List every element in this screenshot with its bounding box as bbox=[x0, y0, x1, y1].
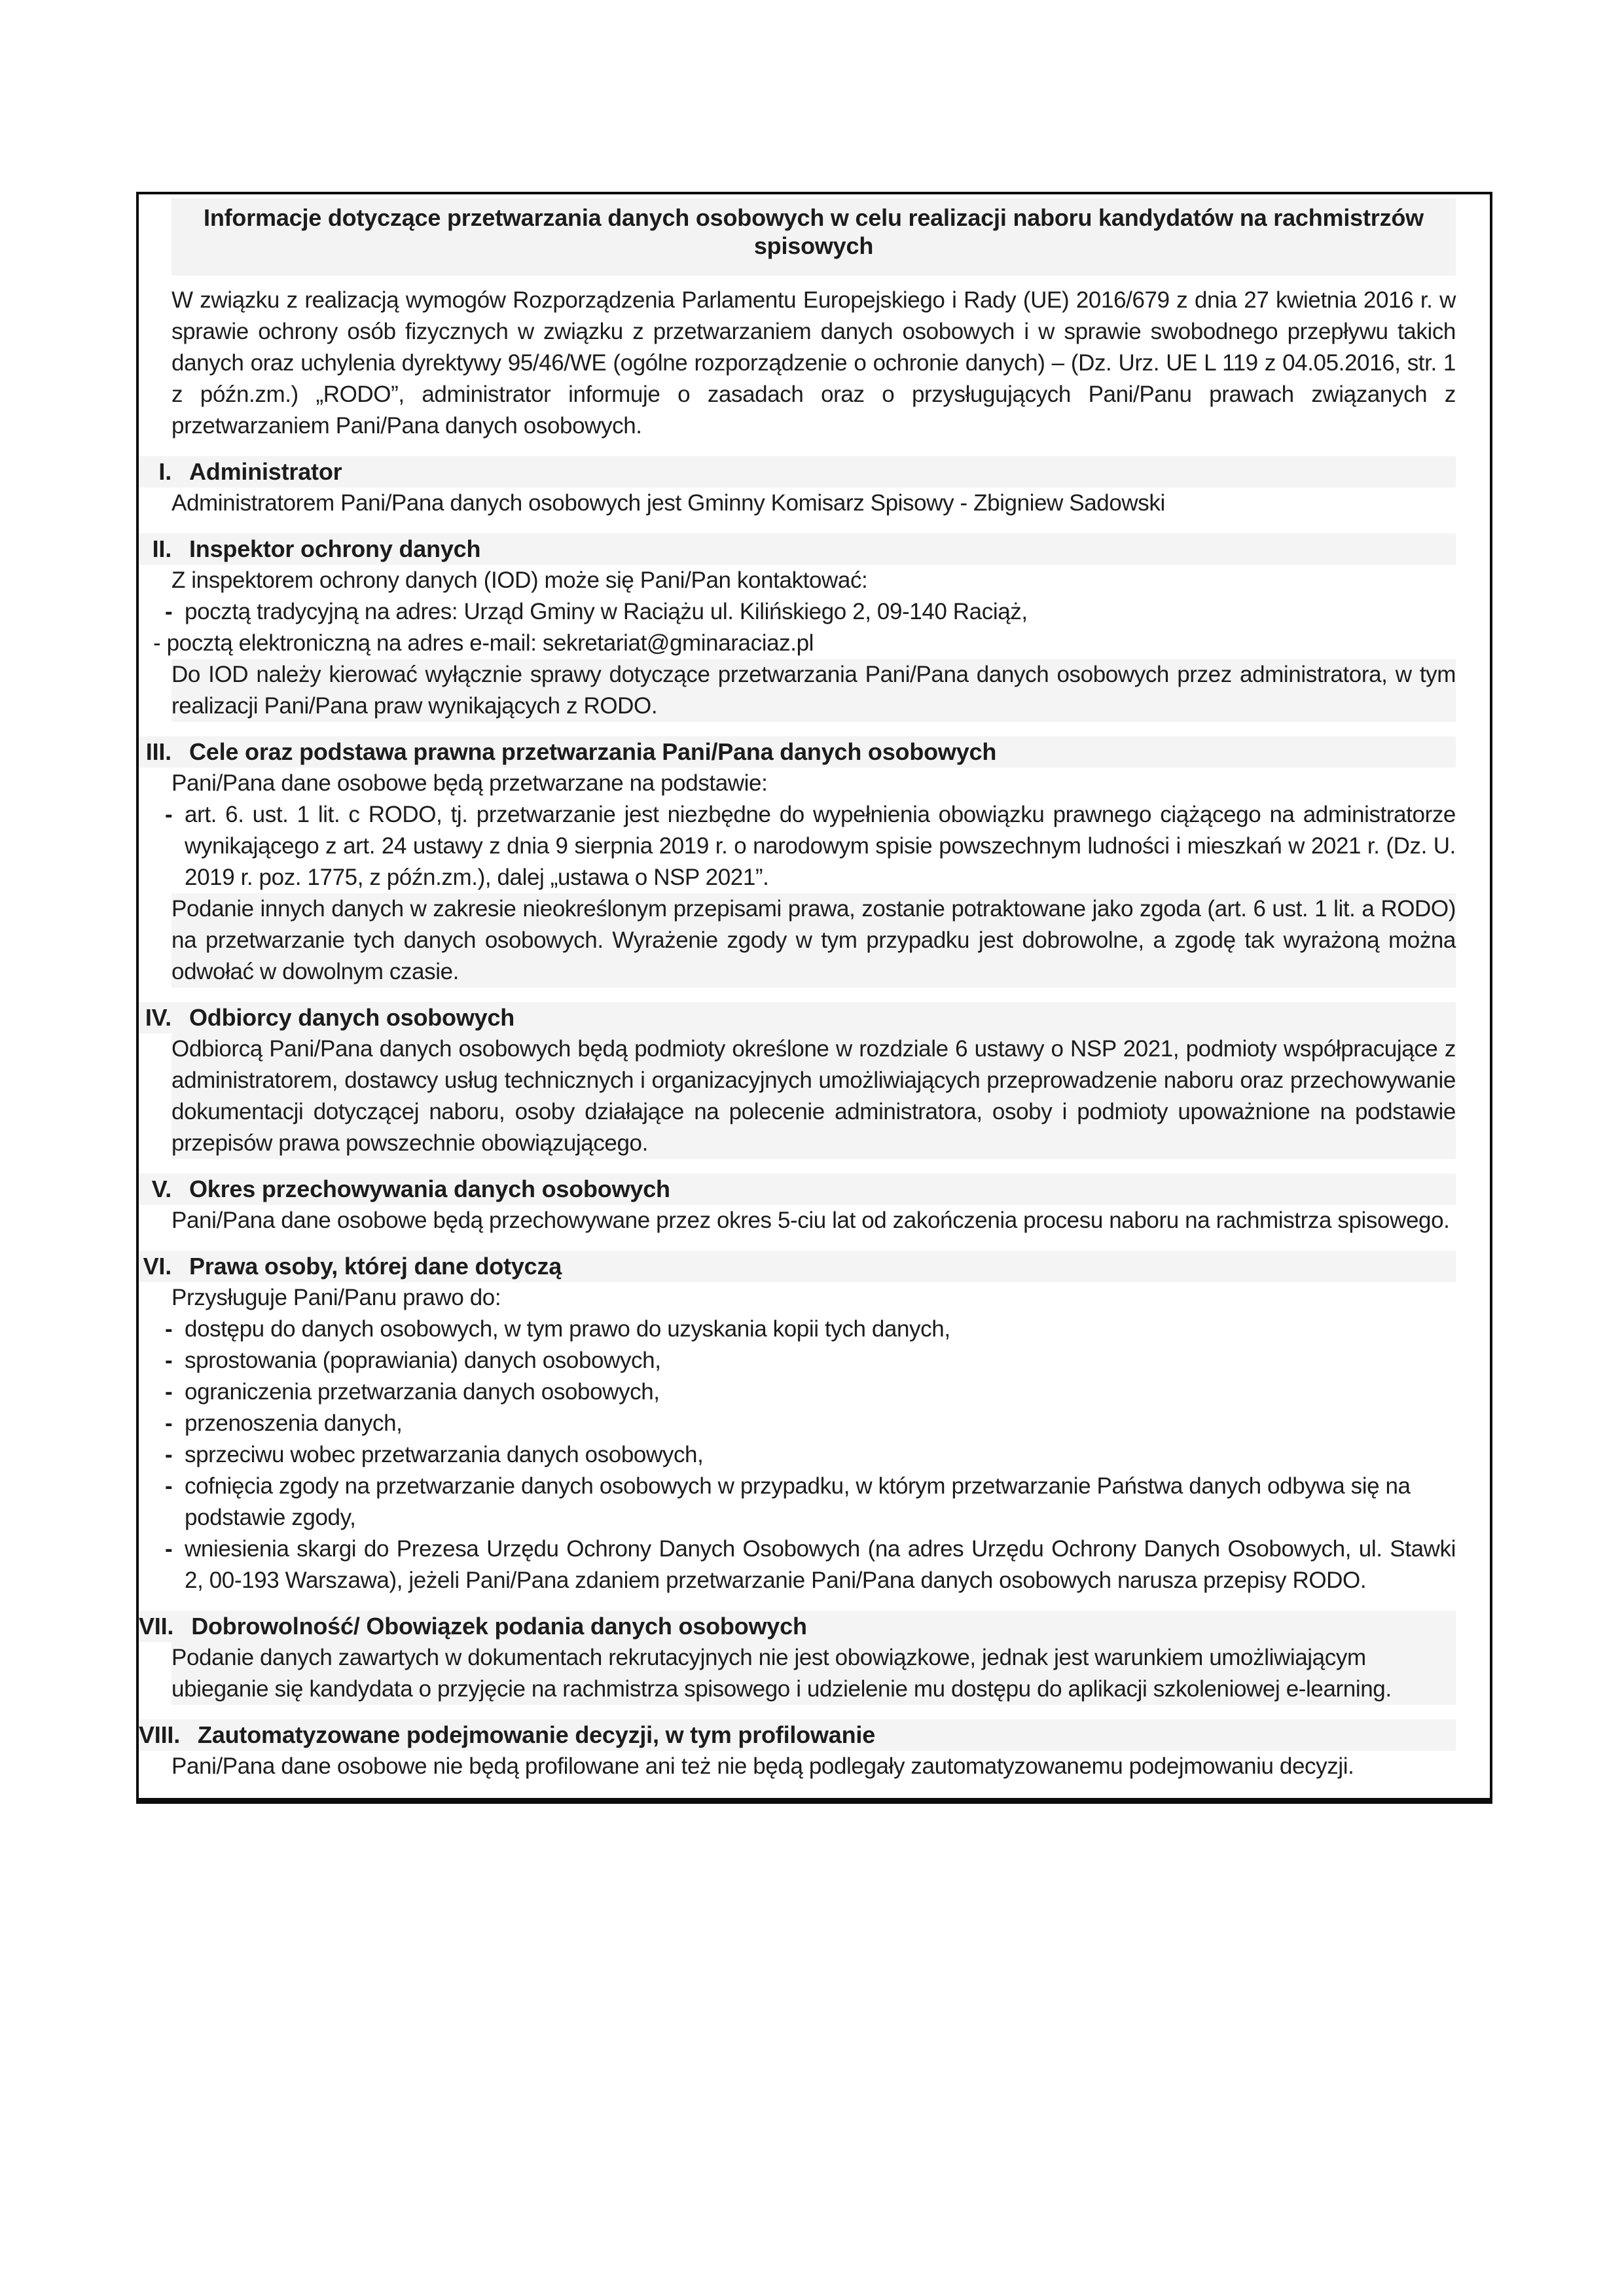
bullet-text: przenoszenia danych, bbox=[185, 1410, 403, 1436]
bullet-dash: - bbox=[165, 1410, 173, 1436]
bullet-item bbox=[165, 1345, 1456, 1376]
paragraph: Podanie innych danych w zakresie nieokreślonym przepisami prawa, zostanie potraktowane jako zgoda (art. 6 ust. 1 lit. a RODO) na przetwarzanie tych danych osobowych. Wyrażenie zgody w tym przypadku jest dobrowolne, a zgodę tak wyrażoną można odwołać w dowolnym czasie. bbox=[171, 893, 1456, 988]
section-number: V. bbox=[151, 1175, 171, 1202]
section-heading-row bbox=[139, 1719, 1456, 1751]
bullet-text: dostępu do danych osobowych, w tym prawo do uzyskania kopii tych danych, bbox=[185, 1316, 950, 1342]
bullet-item bbox=[165, 1471, 1456, 1534]
bullet-text: sprzeciwu wobec przetwarzania danych osobowych, bbox=[185, 1442, 704, 1467]
paragraph: Pani/Pana dane osobowe nie będą profilowane ani też nie będą podlegały zautomatyzowanemu podejmowaniu decyzji. bbox=[171, 1753, 1354, 1779]
paragraph: Pani/Pana dane osobowe będą przechowywane przez okres 5-ciu lat od zakończenia procesu naboru na rachmistrza spisowego. bbox=[171, 1208, 1450, 1233]
section-heading: Cele oraz podstawa prawna przetwarzania Pani/Pana danych osobowych bbox=[189, 738, 997, 765]
section-number: IV. bbox=[145, 1004, 171, 1031]
bullet-dash: - bbox=[165, 1379, 173, 1405]
document-title: Informacje dotyczące przetwarzania danych osobowych w celu realizacji naboru kandydatów na rachmistrzów spisowych bbox=[171, 198, 1456, 276]
section bbox=[139, 1611, 1456, 1705]
section-number: VII. bbox=[139, 1613, 174, 1640]
bullet-item bbox=[165, 799, 1456, 893]
section-number: II. bbox=[152, 535, 171, 562]
section bbox=[139, 533, 1456, 722]
bullet-dash: - bbox=[165, 1442, 173, 1467]
section-heading: Okres przechowywania danych osobowych bbox=[189, 1175, 670, 1202]
section-heading: Prawa osoby, której dane dotyczą bbox=[189, 1253, 562, 1280]
section-number: VI. bbox=[143, 1253, 171, 1280]
intro-paragraph: W związku z realizacją wymogów Rozporządzenia Parlamentu Europejskiego i Rady (UE) 2016/679 z dnia 27 kwietnia 2016 r. w sprawie ochrony osób fizycznych w związku z przetwarzaniem danych osobowych i w sprawie swobodnego przepływu takich danych oraz uchylenia dyrektywy 95/46/WE (ogólne rozporządzenie o ochronie danych) – (Dz. Urz. UE L 119 z 04.05.2016, str. 1 z późn.zm.) „RODO”, administrator informuje o zasadach oraz o przysługujących Pani/Panu prawach związanych z przetwarzaniem Pani/Pana danych osobowych. bbox=[171, 287, 1456, 439]
section bbox=[139, 456, 1456, 519]
section-heading-row bbox=[139, 1251, 1456, 1282]
section bbox=[139, 1719, 1456, 1782]
section-heading-row bbox=[139, 1002, 1456, 1033]
paragraph: Z inspektorem ochrony danych (IOD) może się Pani/Pan kontaktować: bbox=[171, 567, 868, 593]
section-heading: Zautomatyzowane podejmowanie decyzji, w tym profilowanie bbox=[198, 1721, 876, 1748]
bullet-dash: - bbox=[165, 599, 173, 624]
bullet-item bbox=[165, 1534, 1456, 1596]
bullet-item bbox=[165, 1376, 1456, 1408]
section-heading-row bbox=[139, 533, 1456, 565]
bullet-item bbox=[165, 1314, 1456, 1345]
section-heading-row bbox=[139, 456, 1456, 488]
bullet-text: ograniczenia przetwarzania danych osobowych, bbox=[185, 1379, 660, 1405]
paragraph: Przysługuje Pani/Panu prawo do: bbox=[171, 1285, 501, 1310]
section-number: VIII. bbox=[139, 1721, 181, 1748]
section bbox=[139, 1002, 1456, 1159]
bullet-text: pocztą tradycyjną na adres: Urząd Gminy w Raciążu ul. Kilińskiego 2, 09-140 Raciąż, bbox=[185, 599, 1028, 624]
bullet-text: cofnięcia zgody na przetwarzanie danych osobowych w przypadku, w którym przetwarzanie Państwa danych odbywa się na podstawie zgody, bbox=[185, 1473, 1411, 1530]
paragraph: Do IOD należy kierować wyłącznie sprawy dotyczące przetwarzania Pani/Pana danych osobowych przez administratora, w tym realizacji Pani/Pana praw wynikających z RODO. bbox=[171, 659, 1456, 722]
bullet-dash: - bbox=[165, 1536, 173, 1562]
bullet-dash: - bbox=[165, 1348, 173, 1373]
paragraph: - pocztą elektroniczną na adres e-mail: sekretariat@gminaraciaz.pl bbox=[153, 630, 814, 656]
bullet-text: art. 6. ust. 1 lit. c RODO, tj. przetwarzanie jest niezbędne do wypełnienia obowiązku prawnego ciążącego na administratorze wynikającego z art. 24 ustawy z dnia 9 sierpnia 2019 r. o narodowym spisie powszechnym ludności i mieszkań w 2021 r. (Dz. U. 2019 r. poz. 1775, z późn.zm.), dalej „ustawa o NSP 2021”. bbox=[185, 802, 1456, 890]
section-heading: Inspektor ochrony danych bbox=[189, 535, 481, 562]
section-heading: Dobrowolność/ Obowiązek podania danych osobowych bbox=[191, 1613, 807, 1640]
section-heading-row bbox=[139, 736, 1456, 768]
bullet-text: sprostowania (poprawiania) danych osobowych, bbox=[185, 1348, 661, 1373]
bullet-dash: - bbox=[165, 1473, 173, 1499]
bullet-dash: - bbox=[165, 1316, 173, 1342]
document-box bbox=[136, 192, 1492, 1804]
paragraph: Podanie danych zawartych w dokumentach rekrutacyjnych nie jest obowiązkowe, jednak jest warunkiem umożliwiającym ubieganie się kandydata o przyjęcie na rachmistrza spisowego i udzielenie mu dostępu do aplikacji szkoleniowej e-learning. bbox=[171, 1642, 1456, 1705]
section-heading: Administrator bbox=[189, 458, 342, 485]
bullet-dash: - bbox=[165, 802, 173, 827]
paragraph: Odbiorcą Pani/Pana danych osobowych będą podmioty określone w rozdziale 6 ustawy o NSP 2021, podmioty współpracujące z administratorem, dostawcy usług technicznych i organizacyjnych umożliwiających przeprowadzenie naboru oraz przechowywanie dokumentacji dotyczącej naboru, osoby działające na polecenie administratora, osoby i podmioty upoważnione na podstawie przepisów prawa powszechnie obowiązującego. bbox=[171, 1033, 1456, 1159]
section-heading: Odbiorcy danych osobowych bbox=[189, 1004, 515, 1031]
bullet-item bbox=[165, 596, 1456, 628]
section bbox=[139, 736, 1456, 988]
section bbox=[139, 1174, 1456, 1236]
sections-container bbox=[139, 456, 1456, 1782]
section-heading-row bbox=[139, 1611, 1456, 1642]
bullet-item bbox=[165, 1408, 1456, 1439]
section-number: III. bbox=[145, 738, 171, 765]
bullet-item bbox=[165, 1439, 1456, 1471]
bullet-text: wniesienia skargi do Prezesa Urzędu Ochrony Danych Osobowych (na adres Urzędu Ochrony Danych Osobowych, ul. Stawki 2, 00-193 Warszawa), jeżeli Pani/Pana zdaniem przetwarzanie Pani/Pana danych osobowych narusza przepisy RODO. bbox=[185, 1536, 1456, 1593]
section-number: I. bbox=[158, 458, 171, 485]
section bbox=[139, 1251, 1456, 1596]
section-heading-row bbox=[139, 1174, 1456, 1205]
paragraph: Administratorem Pani/Pana danych osobowych jest Gminny Komisarz Spisowy - Zbigniew Sadowski bbox=[171, 490, 1165, 516]
paragraph: Pani/Pana dane osobowe będą przetwarzane na podstawie: bbox=[171, 770, 768, 796]
